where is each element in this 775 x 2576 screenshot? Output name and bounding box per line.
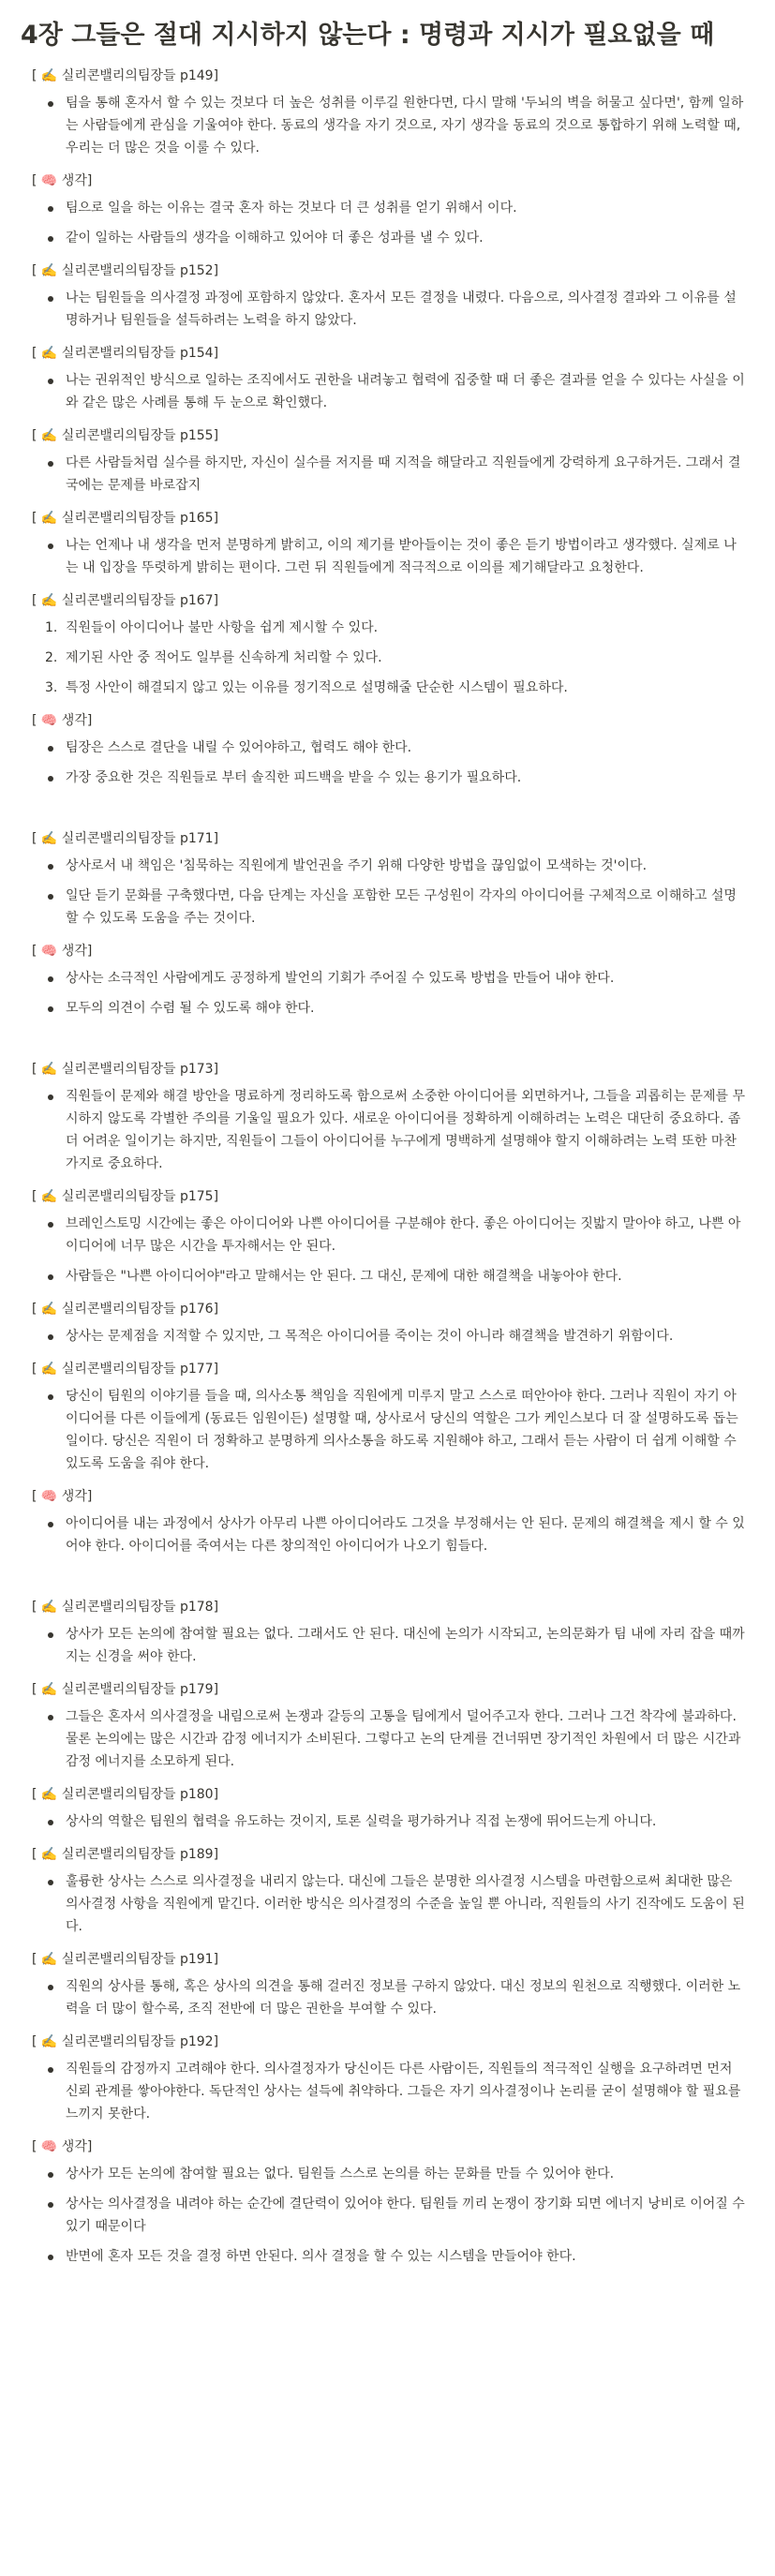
list-item-number: 1. <box>45 619 58 635</box>
list-item <box>41 1620 754 1673</box>
list-item <box>41 674 754 704</box>
bulleted-list <box>21 366 754 419</box>
list-item-text: 제기된 사안 중 적어도 일부를 신속하게 처리할 수 있다. <box>66 649 382 665</box>
quote-source-label: [ ✍️ 실리콘밸리의팀장들 p191] <box>32 1951 219 1967</box>
list-item-text: 나는 팀원들을 의사결정 과정에 포함하지 않았다. 혼자서 모든 결정을 내렸다. 다음으로, 의사결정 결과와 그 이유를 설명하거나 팀원들을 설득하려는 노력을 하지 않았다. <box>66 290 737 328</box>
list-item-text: 나는 언제나 내 생각을 먼저 분명하게 밝히고, 이의 제기를 받아들이는 것이 좋은 듣기 방법이라고 생각했다. 실제로 나는 내 입장을 뚜렷하게 밝히는 편이다. 그런 뒤 직원들에게 적극적으로 이의를 제기해달라고 요청한다. <box>66 537 737 575</box>
list-item <box>41 994 754 1024</box>
numbered-list <box>21 614 754 704</box>
bulleted-list <box>21 2055 754 2130</box>
list-item <box>41 734 754 764</box>
list-item <box>41 1382 754 1480</box>
thought-label: [ 🧠 생각] <box>32 172 93 188</box>
list-item-text: 팀장은 스스로 결단을 내릴 수 있어야하고, 협력도 해야 한다. <box>66 739 412 755</box>
bulleted-list <box>21 734 754 794</box>
section-spacer <box>21 1562 754 1590</box>
list-item-text: 사람들은 "나쁜 아이디어야"라고 말해서는 안 된다. 그 대신, 문제에 대한 해결책을 내놓아야 한다. <box>66 1268 622 1284</box>
bulleted-list <box>21 1620 754 1673</box>
bulleted-list <box>21 531 754 584</box>
quote-source-label: [ ✍️ 실리콘밸리의팀장들 p165] <box>32 510 219 526</box>
bulleted-list <box>21 194 754 254</box>
list-item-text: 일단 듣기 문화를 구축했다면, 다음 단계는 자신을 포함한 모든 구성원이 각자의 아이디어를 구체적으로 이해하고 설명할 수 있도록 도움을 주는 것이다. <box>66 887 737 926</box>
list-item-text: 브레인스토밍 시간에는 좋은 아이디어와 나쁜 아이디어를 구분해야 한다. 좋은 아이디어는 짓밟지 말아야 하고, 나쁜 아이디어에 너무 많은 시간을 투자해서는 안 된다. <box>66 1215 741 1254</box>
bulleted-list <box>21 964 754 1024</box>
list-item <box>41 89 754 164</box>
list-item <box>41 1703 754 1778</box>
list-item <box>41 1082 754 1180</box>
list-item-text: 상사는 문제점을 지적할 수 있지만, 그 목적은 아이디어를 죽이는 것이 아니라 해결책을 발견하기 위함이다. <box>66 1328 674 1344</box>
list-item-text: 직원의 상사를 통해, 혹은 상사의 의견을 통해 걸러진 정보를 구하지 않았다. 대신 정보의 원천으로 직행했다. 이러한 노력을 더 많이 할수록, 조직 전반에 더 많은 권한을 부여할 수 있다. <box>66 1978 741 2017</box>
bulleted-list <box>21 1210 754 1292</box>
bulleted-list <box>21 1808 754 1838</box>
list-item <box>41 194 754 224</box>
list-item <box>41 449 754 501</box>
list-item <box>41 1262 754 1292</box>
page-title: 4장 그들은 절대 지시하지 않는다 : 명령과 지시가 필요없을 때 <box>21 21 715 50</box>
list-item-text: 직원들이 문제와 해결 방안을 명료하게 정리하도록 함으로써 소중한 아이디어를 외면하거나, 그들을 괴롭히는 문제를 무시하지 않도록 각별한 주의를 기울일 필요가 있다. 새로운 아이디어를 정확하게 이해하려는 노력은 대단히 중요하다. 좀 더 어려운 일이기는 하지만, 직원들이 그들이 아이디어를 누구에게 명백하게 설명해야 할지 이해하려는 노력 또한 마찬가지로 중요하다. <box>66 1088 745 1171</box>
quote-source-label: [ ✍️ 실리콘밸리의팀장들 p171] <box>32 830 219 846</box>
quote-source-label: [ ✍️ 실리콘밸리의팀장들 p173] <box>32 1061 219 1077</box>
quote-source-label: [ ✍️ 실리콘밸리의팀장들 p155] <box>32 427 219 443</box>
quote-source-label: [ ✍️ 실리콘밸리의팀장들 p189] <box>32 1846 219 1862</box>
bulleted-list <box>21 1510 754 1562</box>
list-item <box>41 644 754 674</box>
list-item <box>41 366 754 419</box>
thought-label: [ 🧠 생각] <box>32 1488 93 1504</box>
bulleted-list <box>21 1703 754 1778</box>
list-item-text: 상사로서 내 책임은 '침묵하는 직원에게 발언권을 주기 위해 다양한 방법을 끊임없이 모색하는 것'이다. <box>66 857 648 873</box>
list-item <box>41 2190 754 2242</box>
bulleted-list <box>21 284 754 336</box>
list-item-text: 같이 일하는 사람들의 생각을 이해하고 있어야 더 좋은 성과를 낼 수 있다. <box>66 230 484 246</box>
list-item <box>41 1808 754 1838</box>
bulleted-list <box>21 449 754 501</box>
list-item-text: 상사의 역할은 팀원의 협력을 유도하는 것이지, 토론 실력을 평가하거나 직접 논쟁에 뛰어드는게 아니다. <box>66 1813 657 1829</box>
list-item-text: 팀으로 일을 하는 이유는 결국 혼자 하는 것보다 더 큰 성취를 얻기 위해서 이다. <box>66 200 517 216</box>
list-item-text: 상사는 소극적인 사람에게도 공정하게 발언의 기회가 주어질 수 있도록 방법을 만들어 내야 한다. <box>66 970 615 986</box>
quote-source-label: [ ✍️ 실리콘밸리의팀장들 p180] <box>32 1786 219 1802</box>
list-item-text: 상사가 모든 논의에 참여할 필요는 없다. 팀원들 스스로 논의를 하는 문화를 만들 수 있어야 한다. <box>66 2166 615 2181</box>
list-item <box>41 531 754 584</box>
list-item-text: 상사가 모든 논의에 참여할 필요는 없다. 그래서도 안 된다. 대신에 논의가 시작되고, 논의문화가 팀 내에 자리 잡을 때까지는 신경을 써야 한다. <box>66 1626 745 1664</box>
list-item <box>41 2160 754 2190</box>
thought-label: [ 🧠 생각] <box>32 943 93 959</box>
bulleted-list <box>21 1868 754 1943</box>
list-item-text: 직원들의 감정까지 고려해야 한다. 의사결정자가 당신이든 다른 사람이든, 직원들의 적극적인 실행을 요구하려면 먼저 신뢰 관계를 쌓아야한다. 독단적인 상사는 설득에 취약하다. 그들은 자기 의사결정이나 논리를 굳이 설명해야 할 필요를 느끼지 못한다. <box>66 2061 741 2122</box>
document-body <box>21 63 754 2272</box>
quote-source-label: [ ✍️ 실리콘밸리의팀장들 p176] <box>32 1301 219 1317</box>
quote-source-label: [ ✍️ 실리콘밸리의팀장들 p175] <box>32 1188 219 1204</box>
bulleted-list <box>21 89 754 164</box>
list-item-text: 반면에 혼자 모든 것을 결정 하면 안된다. 의사 결정을 할 수 있는 시스템을 만들어야 한다. <box>66 2248 576 2264</box>
list-item-text: 훌륭한 상사는 스스로 의사결정을 내리지 않는다. 대신에 그들은 분명한 의사결정 시스템을 마련함으로써 최대한 많은 의사결정 사항을 직원에게 맡긴다. 이러한 방식은 의사결정의 수준을 높일 뿐 아니라, 직원들의 사기 진작에도 도움이 된다. <box>66 1873 745 1934</box>
list-item <box>41 1868 754 1943</box>
list-item <box>41 2055 754 2130</box>
quote-source-label: [ ✍️ 실리콘밸리의팀장들 p154] <box>32 345 219 361</box>
list-item <box>41 852 754 882</box>
list-item-text: 가장 중요한 것은 직원들로 부터 솔직한 피드백을 받을 수 있는 용기가 필요하다. <box>66 769 522 785</box>
list-item <box>41 224 754 254</box>
quote-source-label: [ ✍️ 실리콘밸리의팀장들 p179] <box>32 1681 219 1697</box>
quote-source-label: [ ✍️ 실리콘밸리의팀장들 p178] <box>32 1599 219 1615</box>
thought-label: [ 🧠 생각] <box>32 2138 93 2154</box>
quote-source-label: [ ✍️ 실리콘밸리의팀장들 p177] <box>32 1361 219 1377</box>
list-item <box>41 1973 754 2025</box>
quote-source-label: [ ✍️ 실리콘밸리의팀장들 p192] <box>32 2033 219 2049</box>
list-item <box>41 2242 754 2272</box>
list-item <box>41 1210 754 1262</box>
quote-source-label: [ ✍️ 실리콘밸리의팀장들 p167] <box>32 592 219 608</box>
quote-source-label: [ ✍️ 실리콘밸리의팀장들 p152] <box>32 262 219 278</box>
list-item <box>41 1510 754 1562</box>
list-item-text: 나는 권위적인 방식으로 일하는 조직에서도 권한을 내려놓고 협력에 집중할 때 더 좋은 결과를 얻을 수 있다는 사실을 이와 같은 많은 사례를 통해 두 눈으로 확인했다. <box>66 372 745 410</box>
list-item <box>41 964 754 994</box>
list-item-text: 특정 사안이 해결되지 않고 있는 이유를 정기적으로 설명해줄 단순한 시스템이 필요하다. <box>66 679 568 695</box>
bulleted-list <box>21 2160 754 2272</box>
list-item <box>41 284 754 336</box>
bulleted-list <box>21 1382 754 1480</box>
bulleted-list <box>21 852 754 934</box>
list-item <box>41 764 754 794</box>
list-item <box>41 1322 754 1352</box>
list-item-text: 모두의 의견이 수렴 될 수 있도록 해야 한다. <box>66 1000 315 1016</box>
thought-label: [ 🧠 생각] <box>32 712 93 728</box>
bulleted-list <box>21 1082 754 1180</box>
list-item-text: 당신이 팀원의 이야기를 들을 때, 의사소통 책임을 직원에게 미루지 말고 스스로 떠안아야 한다. 그러나 직원이 자기 아이디어를 다른 이들에게 (동료든 임원이든) 설명할 때, 상사로서 당신의 역할은 그가 케인스보다 더 잘 설명하도록 돕는 일이다. 당신은 직원이 더 정확하고 분명하게 의사소통을 하도록 지원해야 하고, 그래서 듣는 사람이 더 쉽게 이해할 수 있도록 도움을 줘야 한다. <box>66 1388 738 1471</box>
list-item-text: 팀을 통해 혼자서 할 수 있는 것보다 더 높은 성취를 이루길 원한다면, 다시 말해 '두뇌의 벽을 허물고 싶다면', 함께 일하는 사람들에게 관심을 기울여야 한다. 동료의 생각을 자기 것으로, 자기 생각을 동료의 것으로 통합하기 위해 노력할 때, 우리는 더 많은 것을 이룰 수 있다. <box>66 95 744 156</box>
section-spacer <box>21 794 754 822</box>
list-item <box>41 882 754 934</box>
section-spacer <box>21 1024 754 1052</box>
list-item-number: 3. <box>45 679 58 695</box>
list-item-text: 직원들이 아이디어나 불만 사항을 쉽게 제시할 수 있다. <box>66 619 379 635</box>
bulleted-list <box>21 1322 754 1352</box>
bulleted-list <box>21 1973 754 2025</box>
list-item-text: 다른 사람들처럼 실수를 하지만, 자신이 실수를 저지를 때 지적을 해달라고 직원들에게 강력하게 요구하거든. 그래서 결국에는 문제를 바로잡지 <box>66 454 741 493</box>
quote-source-label: [ ✍️ 실리콘밸리의팀장들 p149] <box>32 67 219 83</box>
list-item-text: 상사는 의사결정을 내려야 하는 순간에 결단력이 있어야 한다. 팀원들 끼리 논쟁이 장기화 되면 에너지 낭비로 이어질 수 있기 때문이다 <box>66 2196 745 2234</box>
list-item-text: 아이디어를 내는 과정에서 상사가 아무리 나쁜 아이디어라도 그것을 부정해서는 안 된다. 문제의 해결책을 제시 할 수 있어야 한다. 아이디어를 죽여서는 다른 창의적인 아이디어가 나오기 힘들다. <box>66 1515 745 1554</box>
list-item-text: 그들은 혼자서 의사결정을 내림으로써 논쟁과 갈등의 고통을 팀에게서 덜어주고자 한다. 그러나 그건 착각에 불과하다. 물론 논의에는 많은 시간과 감정 에너지가 소비된다. 그렇다고 논의 단계를 건너뛰면 장기적인 차원에서 더 많은 시간과 감정 에너지를 소모하게 된다. <box>66 1708 741 1769</box>
list-item <box>41 614 754 644</box>
list-item-number: 2. <box>45 649 58 665</box>
